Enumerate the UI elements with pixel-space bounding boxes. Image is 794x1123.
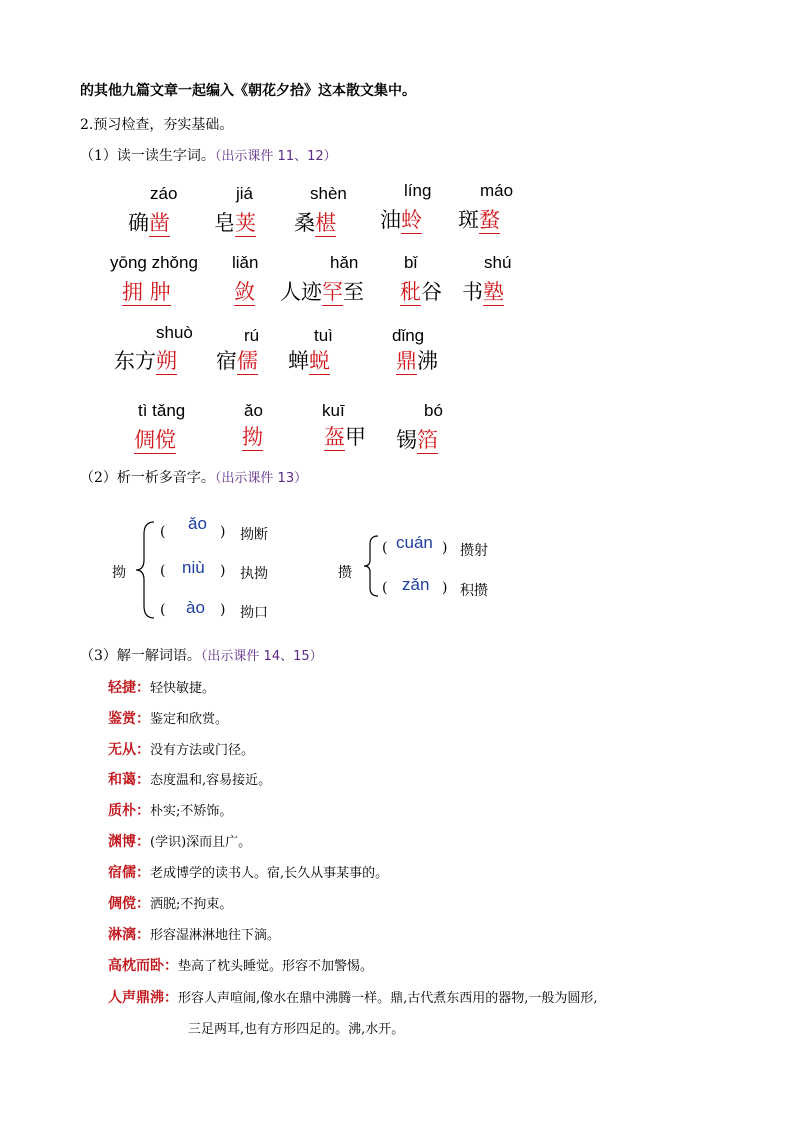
part1-note: （出示课件 11、12） [214,149,337,164]
polyphone-char: 拗 [112,565,126,581]
paren-open: ( [160,602,166,618]
paren-open: ( [160,524,166,540]
word-item: 拥 肿 [122,280,171,304]
vocab-entry: 渊博：(学识)深而且广。 [108,834,252,850]
vocab-continuation: 三足两耳,也有方形四足的。沸,水开。 [188,1022,405,1037]
polyphone-word: 拗断 [240,527,268,543]
paren-close: ) [220,563,226,579]
word-item: 东方朔 [114,349,177,373]
pinyin: hǎn [330,253,359,272]
word-item: 拗 [242,425,263,449]
pinyin: ǎo [244,401,263,420]
polyphone-word: 攒射 [460,543,488,559]
polyphone-word: 积攒 [460,583,488,599]
pinyin-answer: zǎn [402,575,430,594]
vocab-entry: 轻捷：轻快敏捷。 [108,680,216,696]
word-item: 盔甲 [324,425,366,449]
pinyin: tuì [314,326,333,345]
word-item: 敛 [234,280,255,304]
intro-line: 的其他九篇文章一起编入《朝花夕拾》这本散文集中。 [80,83,416,99]
part2-heading [80,467,307,487]
pinyin: liǎn [232,253,259,272]
part3-label: （3）解一解词语。 [80,648,201,664]
word-item: 书塾 [462,280,504,304]
polyphone-char: 攒 [338,565,352,581]
word-item: 桑椹 [294,211,336,235]
pinyin: rú [244,326,260,345]
pinyin: dǐng [392,326,425,345]
word-item: 秕谷 [400,280,442,304]
pinyin: máo [480,181,514,200]
word-item: 锡箔 [396,428,438,452]
polyphone-word: 执拗 [240,566,268,582]
word-item: 宿儒 [216,349,258,373]
word-item: 倜傥 [134,428,176,452]
polyphone-word: 拗口 [240,605,268,621]
vocab-entry: 鉴赏：鉴定和欣赏。 [108,711,229,727]
word-item: 斑蝥 [458,208,500,232]
pinyin-answer: ào [186,598,205,617]
pinyin: shuò [156,323,193,342]
brace-icon [362,534,380,598]
vocab-entry: 高枕而卧：垫高了枕头睡觉。形容不加警惕。 [108,958,374,974]
part2-note: （出示课件 13） [214,471,308,486]
paren-close: ) [442,540,448,556]
word-item: 确凿 [128,211,170,235]
pinyin: bó [424,401,443,420]
pinyin: záo [150,184,178,203]
part1-label: （1）读一读生字词。 [80,148,215,164]
part3-heading [80,645,323,665]
paren-close: ) [220,602,226,618]
word-item: 人迹罕至 [280,280,364,304]
vocab-entry: 无从：没有方法或门径。 [108,742,255,758]
vocab-entry: 质朴：朴实;不矫饰。 [108,803,233,819]
part1-heading [80,145,337,165]
word-item: 皂荚 [214,211,256,235]
vocab-entry: 淋漓：形容湿淋淋地往下滴。 [108,927,281,943]
pinyin: shèn [310,184,347,203]
brace-icon [134,520,156,620]
vocab-entry: 人声鼎沸：形容人声喧闹,像水在鼎中沸腾一样。鼎,古代煮东西用的器物,一般为圆形, [108,990,598,1006]
word-item: 鼎沸 [396,349,438,373]
pinyin: líng [404,181,432,200]
paren-close: ) [442,580,448,596]
pinyin-answer: ǎo [188,514,207,533]
vocab-entry: 宿儒：老成博学的读书人。宿,长久从事某事的。 [108,865,389,881]
pinyin: shú [484,253,512,272]
pinyin-answer: cuán [396,533,433,552]
paren-open: ( [160,563,166,579]
paren-close: ) [220,524,226,540]
word-item: 蝉蜕 [288,349,330,373]
pinyin-answer: niù [182,558,205,577]
pinyin: jiá [236,184,254,203]
vocab-entry: 和蔼：态度温和,容易接近。 [108,772,272,788]
part2-label: （2）析一析多音字。 [80,470,215,486]
part3-note: （出示课件 14、15） [200,649,323,664]
paren-open: ( [382,540,388,556]
pinyin: tì tǎng [138,401,186,420]
vocab-entry: 倜傥：洒脱;不拘束。 [108,896,233,912]
section2-title: 2.预习检查，夯实基础。 [80,117,234,133]
paren-open: ( [382,580,388,596]
pinyin: kuī [322,401,345,420]
word-item: 油蛉 [380,208,422,232]
pinyin: bǐ [404,253,418,272]
pinyin: yōng zhǒng [110,253,198,272]
